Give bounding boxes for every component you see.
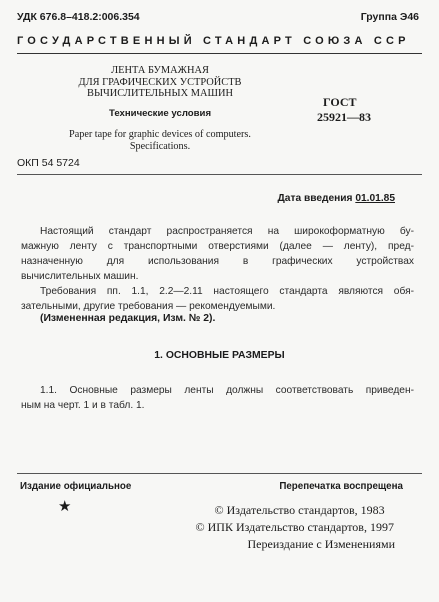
copyright-line: © ИПК Издательство стандартов, 1997 [195, 520, 394, 534]
text-line: Требования пп. 1.1, 2.2—2.11 настоящего стандарта являются обя- [40, 286, 414, 297]
header-rule [17, 53, 422, 54]
gost-label: ГОСТ [323, 95, 357, 109]
scope-paragraph [21, 224, 414, 284]
title-line: ЛЕНТА БУМАЖНАЯ [111, 65, 209, 76]
agency-name: ГОСУДАРСТВЕННЫЙ СТАНДАРТ СОЮЗА ССР [17, 35, 410, 47]
copyright-line: © Издательство стандартов, 1983 [214, 503, 385, 517]
footer-rule [17, 473, 422, 474]
intro-date-label: Дата введения [277, 193, 353, 204]
intro-date-value: 01.01.85 [355, 193, 395, 204]
dimensions-paragraph [21, 383, 414, 413]
document-title [62, 65, 258, 100]
star-icon: ★ [58, 497, 72, 515]
title-line: ВЫЧИСЛИТЕЛЬНЫХ МАШИН [87, 88, 233, 99]
requirements-paragraph [21, 284, 414, 314]
document-subtitle: Технические условия [108, 108, 212, 119]
text-line: 1.1. Основные размеры ленты должны соответствовать приведен- [40, 385, 414, 396]
section-heading: 1. ОСНОВНЫЕ РАЗМЕРЫ [154, 350, 285, 361]
copyright-block [196, 502, 395, 553]
text-line: вычислительных машин. [21, 271, 139, 282]
english-line: Paper tape for graphic devices of computers. [69, 129, 251, 140]
english-title [40, 129, 280, 153]
text-line: Настоящий стандарт распространяется на широкоформатную бу- [40, 226, 414, 237]
group-code: Группа Э46 [360, 11, 419, 23]
text-line: мажную ленту с транспортными отверстиями (далее — ленту), пред- [21, 241, 414, 252]
title-rule [17, 174, 422, 175]
revision-note: (Измененная редакция, Изм. № 2). [40, 313, 216, 324]
reprint-notice: Перепечатка воспрещена [279, 481, 403, 492]
title-line: ДЛЯ ГРАФИЧЕСКИХ УСТРОЙСТВ [78, 76, 242, 88]
text-line: зательными, другие требования — рекомендуемыми. [21, 301, 276, 312]
okp-code: ОКП 54 5724 [17, 157, 80, 169]
official-edition: Издание официальное [20, 481, 132, 492]
udc-code: УДК 676.8–418.2:006.354 [17, 11, 140, 23]
introduction-date [278, 193, 395, 204]
english-line: Specifications. [129, 141, 191, 152]
copyright-line: Переиздание с Изменениями [247, 537, 395, 551]
text-line: назначенную для использования в графических устройствах [21, 256, 414, 267]
gost-number: 25921—83 [317, 110, 371, 124]
text-line: ным на черт. 1 и в табл. 1. [21, 400, 145, 411]
